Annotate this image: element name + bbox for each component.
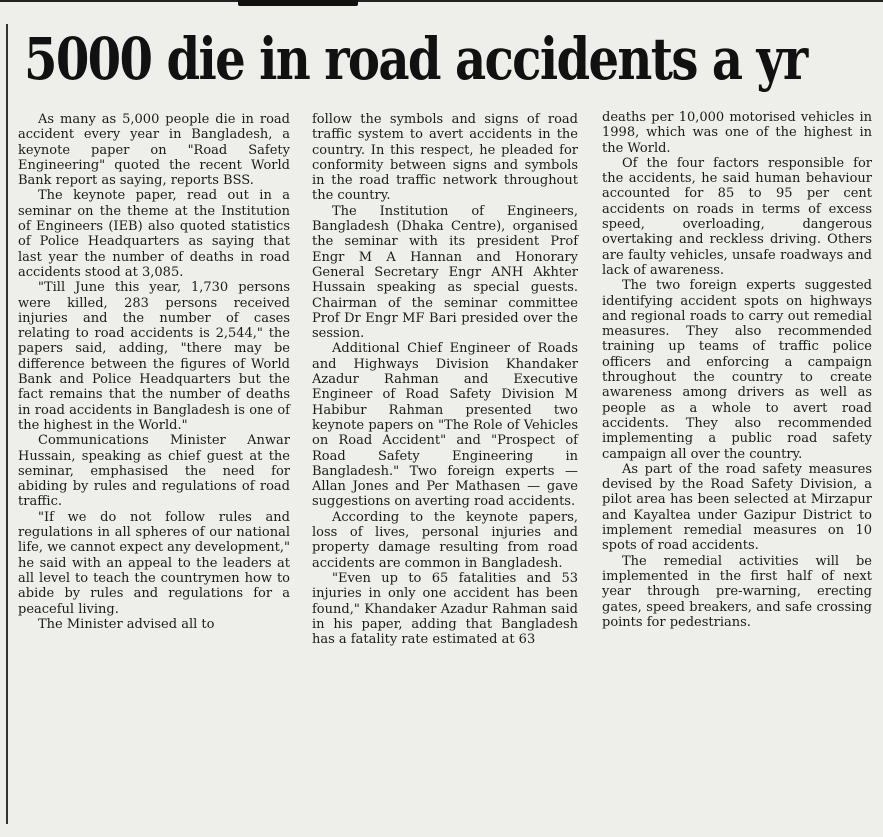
- cut-off-section-banner: [238, 0, 358, 6]
- article-paragraph: deaths per 10,000 motorised vehicles in 1998, which was one of the highest in the World.: [602, 110, 872, 156]
- article-headline: 5000 die in road accidents a yr: [24, 25, 807, 93]
- article-paragraph: Additional Chief Engineer of Roads and Highways Division Khandaker Azadur Rahman and Executive Engineer of Road Safety Division M Habibur Rahman presented two keynote papers on "The Role of Vehicles on Road Accident" and "Prospect of Road Safety Engineering in Bangladesh." Two foreign experts — Allan Jones and Per Mathasen — gave suggestions on averting road accidents.: [312, 341, 578, 510]
- article-paragraph: The Institution of Engineers, Bangladesh (Dhaka Centre), organised the seminar with its president Prof Engr M A Hannan and Honorary General Secretary Engr ANH Akhter Hussain speaking as special guests. Chairman of the seminar committee Prof Dr Engr MF Bari presided over the session.: [312, 203, 578, 342]
- top-rule: [0, 0, 883, 8]
- article-column-2: [312, 112, 578, 647]
- article-paragraph: Communications Minister Anwar Hussain, speaking as chief guest at the seminar, emphasised the need for abiding by rules and regulations of road traffic.: [18, 433, 290, 510]
- article-paragraph: "Till June this year, 1,730 persons were killed, 283 persons received injuries and the number of cases relating to road accidents is 2,544," the papers said, adding, "there may be difference between the figures of World Bank and Police Headquarters but the fact remains that the number of deaths in road accidents in Bangladesh is one of the highest in the World.": [18, 280, 290, 433]
- article-paragraph: Of the four factors responsible for the accidents, he said human behaviour accounted for 85 to 95 per cent accidents on roads in terms of excess speed, overloading, dangerous overtaking and reckless driving. Others are faulty vehicles, unsafe roadways and lack of awareness.: [602, 155, 872, 278]
- article-paragraph: According to the keynote papers, loss of lives, personal injuries and property damage resulting from road accidents are common in Bangladesh.: [312, 509, 578, 571]
- article-paragraph: The remedial activities will be implemented in the first half of next year through pre-warning, erecting gates, speed breakers, and safe crossing points for pedestrians.: [602, 553, 872, 630]
- article-paragraph: "If we do not follow rules and regulations in all spheres of our national life, we cannot expect any development," he said with an appeal to the leaders at all level to teach the countrymen how to abide by rules and regulations for a peaceful living.: [18, 509, 290, 617]
- article-paragraph: The two foreign experts suggested identifying accident spots on highways and regional roads to carry out remedial measures. They also recommended training up teams of traffic police officers and enforcing a campaign throughout the country to create awareness among drivers as well as people as a whole to avert road accidents. They also recommended implementing a public road safety campaign all over the country.: [602, 278, 872, 462]
- article-paragraph: As many as 5,000 people die in road accident every year in Bangladesh, a keynote paper on "Road Safety Engineering" quoted the recent World Bank report as saying, reports BSS.: [18, 112, 290, 189]
- article-column-3: [602, 110, 872, 630]
- article-paragraph: The Minister advised all to: [38, 616, 215, 632]
- left-column-rule: [6, 24, 8, 824]
- article-paragraph: follow the symbols and signs of road traffic system to avert accidents in the country. In this respect, he pleaded for conformity between signs and symbols in the road traffic network throughout the country.: [312, 112, 578, 204]
- article-paragraph: The keynote paper, read out in a seminar on the theme at the Institution of Engineers (IEB) also quoted statistics of Police Headquarters as saying that last year the number of deaths in road accidents stood at 3,085.: [18, 188, 290, 280]
- article-paragraph: "Even up to 65 fatalities and 53 injuries in only one accident has been found," Khandaker Azadur Rahman said in his paper, adding that Bangladesh has a fatality rate estimated at 63: [312, 570, 578, 648]
- article-column-1: [18, 112, 290, 632]
- article-paragraph: As part of the road safety measures devised by the Road Safety Division, a pilot area has been selected at Mirzapur and Kayaltea under Gazipur District to implement remedial measures on 10 spots of road accidents.: [602, 461, 872, 554]
